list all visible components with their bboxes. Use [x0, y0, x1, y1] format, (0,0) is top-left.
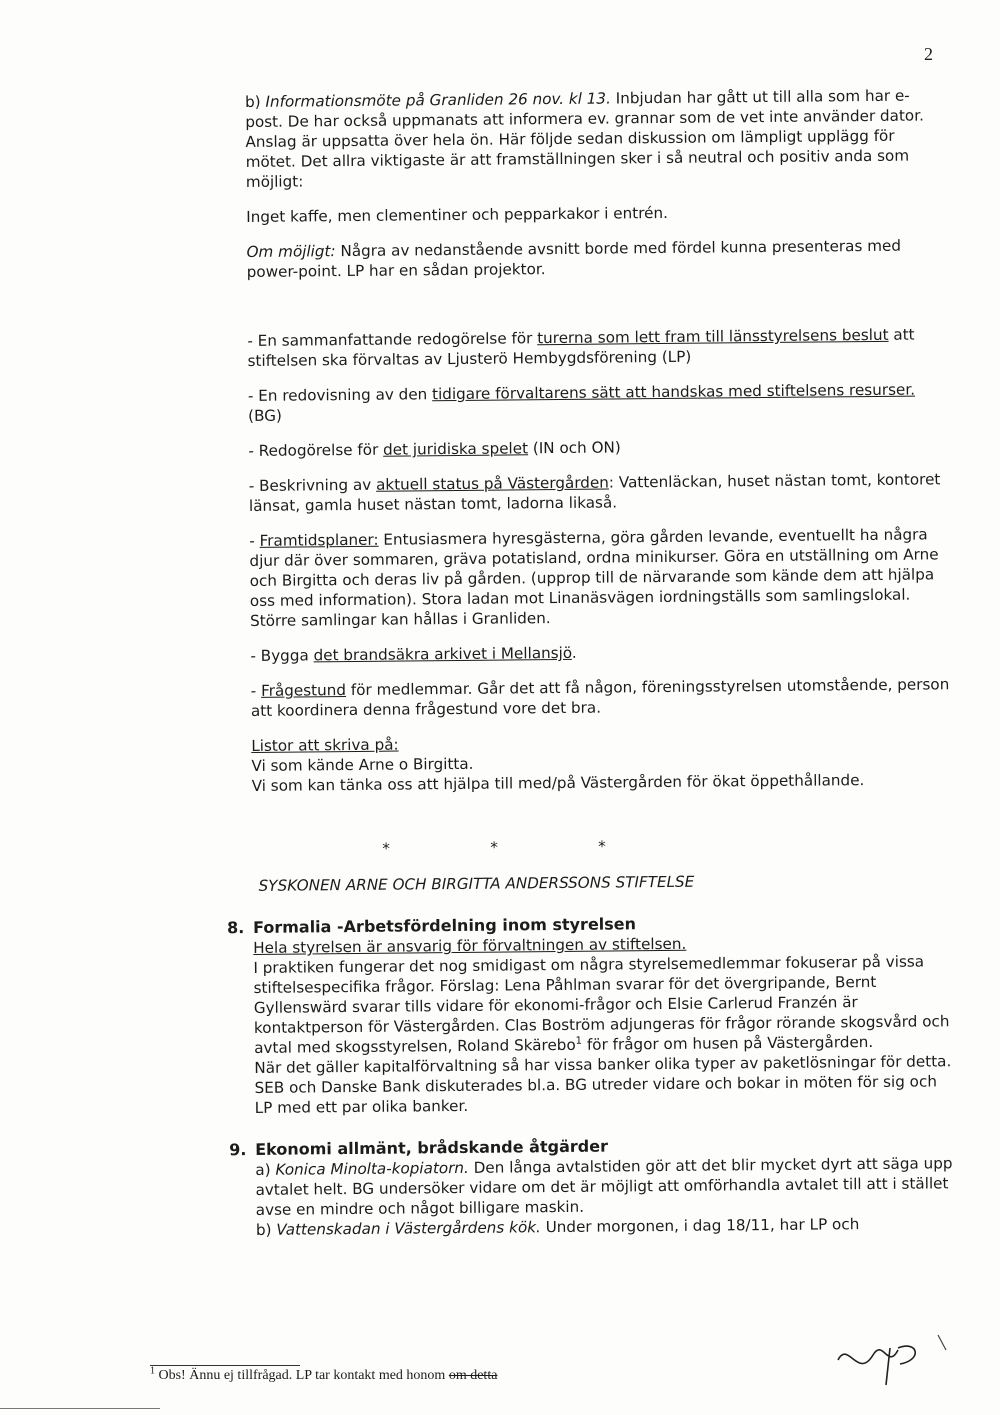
section-number: 8.	[226, 918, 245, 938]
agenda-bullet: - Frågestund för medlemmar. Går det att få någon, föreningsstyrelsen utomstående, person att koordinera denna frågestund vore det bra.	[250, 675, 950, 720]
section-9-item-b: b) Vattenskadan i Västergårdens kök. Under morgonen, i dag 18/11, har LP och	[255, 1215, 860, 1239]
list-line: Vi som kände Arne o Birgitta.	[251, 754, 474, 775]
possible-note: Om möjligt: Några av nedanstående avsnitt borde med fördel kunna presenteras med power-point. LP har en sådan projektor.	[246, 236, 902, 281]
section-title: Ekonomi allmänt, brådskande åtgärder	[255, 1136, 608, 1159]
footnote-rule	[150, 1365, 300, 1366]
section-9	[229, 1133, 956, 1240]
lists-block	[251, 729, 952, 796]
section-divider: * * *	[382, 837, 606, 858]
page-bottom-mark	[0, 1408, 160, 1409]
footnote-ref: 1	[575, 1035, 583, 1047]
page-number: 2	[924, 44, 933, 64]
foundation-title: SYSKONEN ARNE OCH BIRGITTA ANDERSSONS STIFTELSE	[258, 872, 695, 895]
minutes-body	[226, 85, 956, 1240]
signature-initials	[828, 1330, 948, 1390]
section-9-item-a: a) Konica Minolta-kopiatorn. Den långa avtalstiden gör att det blir mycket dyrt att säga upp avtalet helt. BG undersöker vidare om det är möjligt att omförhandla avtalet till att i stället avse en mindre och något billigare maskin.	[255, 1154, 953, 1219]
agenda-bullet: - Framtidsplaner: Entusiasmera hyresgästerna, göra gården levande, eventuellt ha några djur där över sommaren, gräva potatisland, ordna minikurser. Göra en utställning om Arne och Birgitta och deras liv på gården. (upprop till de närvarande som kände dem att hjälpa oss med information). Stora ladan mot Linanäsvägen iordningställs som samlingslokal. Större samlingar kan hållas i Granliden.	[249, 525, 939, 630]
section-8-para: I praktiken fungerar det nog smidigast om några styrelsemedlemmar fokuserar på vissa stiftelsespecifika frågor. Förslag: Lena Påhlman svarar för det övergripande, Bernt Gyllenswärd svarar tills vidare för ekonomi-frågor och Elsie Carlerud Franzén är kontaktperson för Västergården. Clas Boström adjungeras för frågor rörande skogsvård och avtal med skogsstyrelsen, Roland Skärebo$^1$ för frågor om husen på Västergården.	[253, 952, 950, 1057]
agenda-bullet: - En sammanfattande redogörelse för turerna som lett fram till länsstyrelsens beslut att stiftelsen ska förvaltas av Ljusterö Hembygdsförening (LP)	[247, 325, 915, 370]
agenda-bullet: - Bygga det brandsäkra arkivet i Mellansjö.	[250, 643, 577, 665]
agenda-bullet: - Beskrivning av aktuell status på Västergården: Vattenläckan, huset nästan tomt, kontoret länsat, gamla huset nästan tomt, ladorna likaså.	[248, 470, 941, 515]
section-number: 9.	[229, 1140, 247, 1160]
section-8	[226, 911, 955, 1118]
agenda-bullet: - En redovisning av den tidigare förvaltarens sätt att handskas med stiftelsens resurser. (BG)	[247, 380, 916, 425]
agenda-bullet: - Redogörelse för det juridiska spelet (IN och ON)	[248, 438, 621, 460]
section-8-para: När det gäller kapitalförvaltning så har vissa banker olika typer av paketlösningar för detta. SEB och Danske Bank diskuterades bl.a. BG utreder vidare och bokar in möten för sig och LP med ett par olika banker.	[254, 1052, 952, 1117]
section-8-underline: Hela styrelsen är ansvarig för förvaltningen av stiftelsen.	[253, 934, 687, 957]
lists-heading: Listor att skriva på:	[251, 735, 399, 755]
coffee-note: Inget kaffe, men clementiner och pepparkakor i entrén.	[246, 203, 668, 226]
list-line: Vi som kan tänka oss att hjälpa till med/på Västergården för ökat öppethållande.	[251, 771, 865, 795]
info-meeting-paragraph: b) Informationsmöte på Granliden 26 nov. kl 13. Inbjudan har gått ut till alla som har e-post. De har också uppmanats att informera ev. grannar som de vet inte använder dator. Anslag är uppsatta över hela ön. Här följde sedan diskussion om lämpligt upplägg för mötet. Det allra viktigaste är att framställningen sker i så neutral och positiv anda som möjligt:	[245, 86, 924, 191]
footnote: $^1$ Obs! Ännu ej tillfrågad. LP tar kontakt med honom om detta	[150, 1365, 498, 1383]
section-title: Formalia -Arbetsfördelning inom styrelsen	[252, 914, 637, 937]
